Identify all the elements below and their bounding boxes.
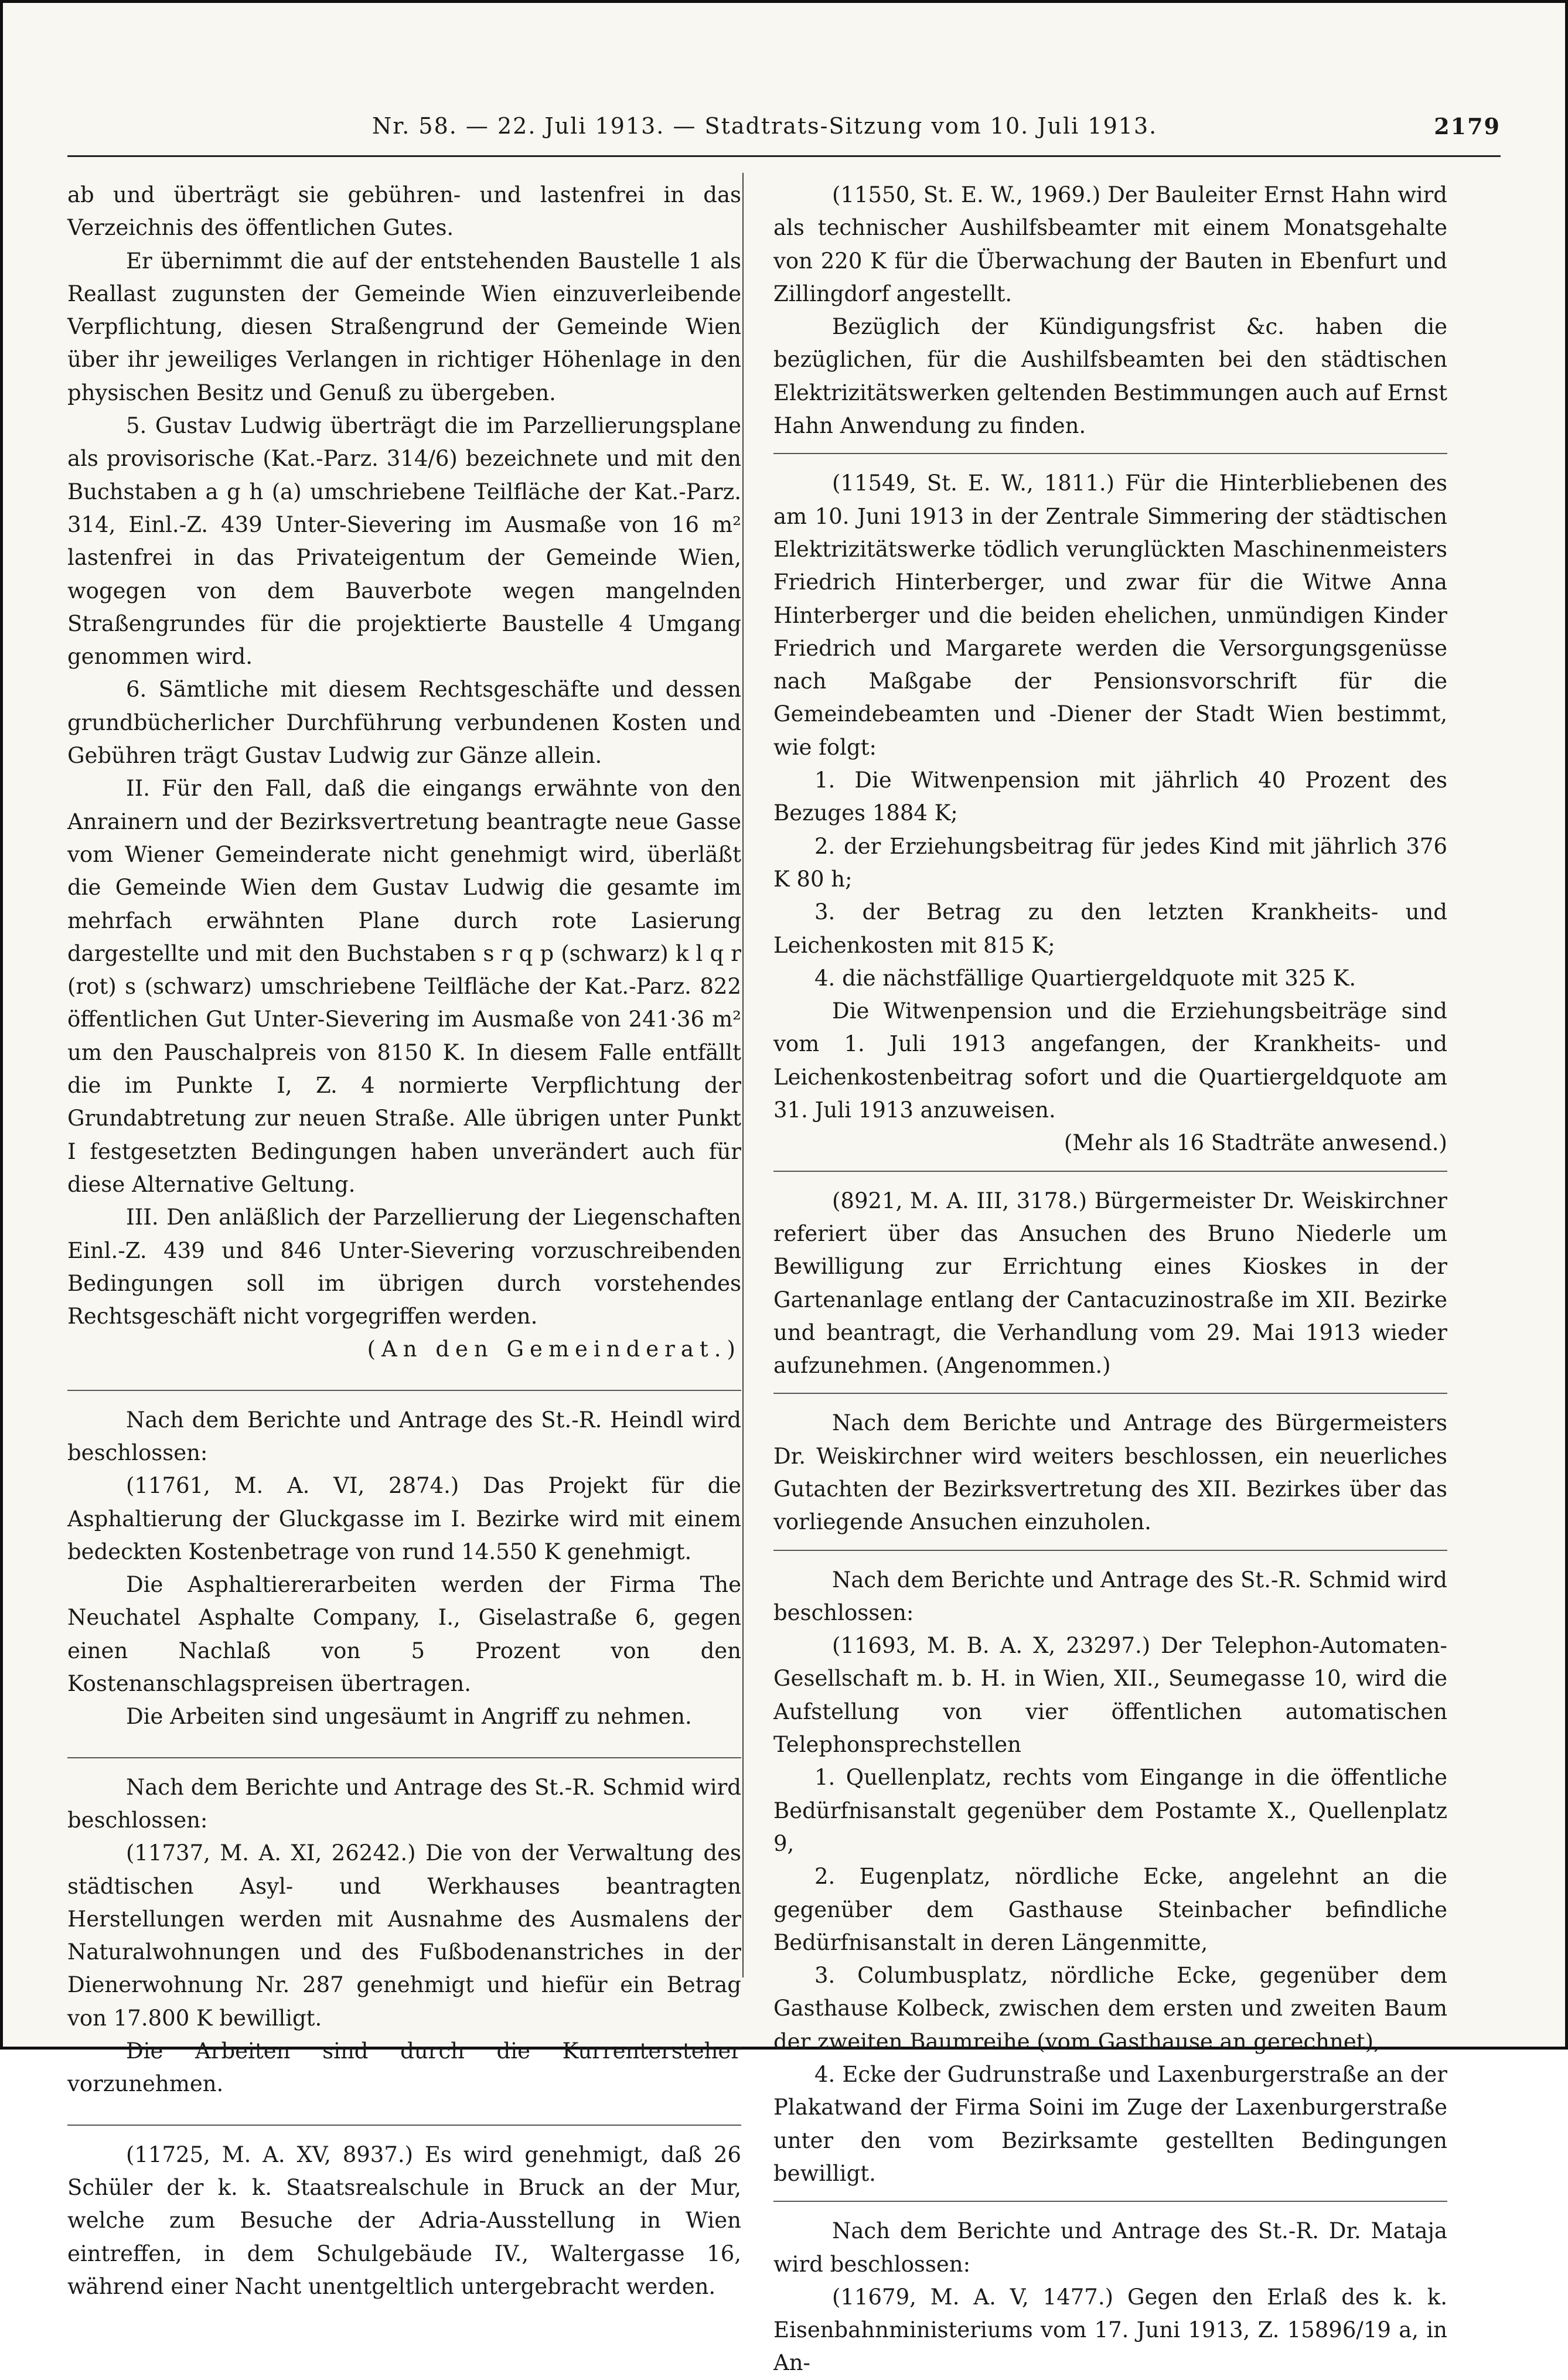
paragraph: (11761, M. A. VI, 2874.) Das Projekt für die Asphaltierung der Gluckgasse im I. Bezirke wird mit einem bedeckten Kostenbetrage von rund 14.550 K genehmigt. <box>67 1473 741 1564</box>
list-item: 3. der Betrag zu den letzten Krankheits- und Leichenkosten mit 815 K; <box>773 899 1447 958</box>
list-item: 2. Eugenplatz, nördliche Ecke, angelehnt an die gegenüber dem Gasthause Steinbacher befindliche Bedürfnisanstalt in deren Längenmitte, <box>773 1864 1447 1955</box>
paragraph: (11693, M. B. A. X, 23297.) Der Telephon-Automaten-Gesellschaft m. b. H. in Wien, XII., Seumegasse 10, wird die Aufstellung von vier öffentlichen automatischen Telephonsprechstellen <box>773 1633 1447 1758</box>
column-divider <box>742 173 744 1977</box>
section-rule <box>773 1550 1447 1551</box>
paragraph: (11725, M. A. XV, 8937.) Es wird genehmigt, daß 26 Schüler der k. k. Staatsrealschule in Bruck an der Mur, welche zum Besuche der Adria-Ausstellung in Wien eintreffen, in dem Schulgebäude IV., Waltergasse 16, während einer Nacht unentgeltlich untergebracht werden. <box>67 2142 741 2299</box>
list-item: 1. Quellenplatz, rechts vom Eingange in die öffentliche Bedürfnisanstalt gegenüber dem Postamte X., Quellenplatz 9, <box>773 1765 1447 1856</box>
paragraph: (11549, St. E. W., 1811.) Für die Hinterbliebenen des am 10. Juni 1913 in der Zentrale Simmering der städtischen Elektrizitätswerke tödlich verunglückten Maschinenmeisters Friedrich Hinterberger, und zwar für die Witwe Anna Hinterberger und die beiden ehelichen, unmündigen Kinder Friedrich und Margarete werden die Versorgungsgenüsse nach Maßgabe der Pensionsvorschrift für die Gemeindebeamten und -Diener der Stadt Wien bestimmt, wie folgt: <box>773 470 1447 760</box>
paragraph: Die Arbeiten sind durch die Kurrentersteher vorzunehmen. <box>67 2038 741 2097</box>
paragraph: Die Arbeiten sind ungesäumt in Angriff zu nehmen. <box>126 1704 692 1730</box>
right-column <box>773 179 1447 2380</box>
section-rule <box>773 1393 1447 1394</box>
left-column <box>67 179 741 2303</box>
section-rule <box>67 1390 741 1391</box>
list-item: 3. Columbusplatz, nördliche Ecke, gegenüber dem Gasthause Kolbeck, zwischen dem ersten und zweiten Baum der zweiten Baumreihe (vom Gasthause an gerechnet), <box>773 1963 1447 2054</box>
section-intro: Nach dem Berichte und Antrage des St.-R. Schmid wird beschlossen: <box>773 1567 1447 1625</box>
list-item: 4. die nächstfällige Quartiergeldquote mit 325 K. <box>814 965 1356 991</box>
section-rule <box>67 2125 741 2126</box>
section-rule <box>67 1757 741 1758</box>
paragraph: (11550, St. E. W., 1969.) Der Bauleiter Ernst Hahn wird als technischer Aushilfsbeamter mit einem Monatsgehalte von 220 K für die Überwachung der Bauten in Ebenfurt und Zillingdorf angestellt. <box>773 182 1447 306</box>
section-intro: Nach dem Berichte und Antrage des St.-R. Schmid wird beschlossen: <box>67 1774 741 1833</box>
page-number: 2179 <box>1434 113 1501 139</box>
paragraph: III. Den anläßlich der Parzellierung der Liegenschaften Einl.-Z. 439 und 846 Unter-Sievering vorzuschreibenden Bedingungen soll im übrigen durch vorstehendes Rechtsgeschäft nicht vorgegriffen werden. <box>67 1205 741 1329</box>
list-item: 1. Die Witwenpension mit jährlich 40 Prozent des Bezuges 1884 K; <box>773 768 1447 826</box>
paragraph: 6. Sämtliche mit diesem Rechtsgeschäfte und dessen grundbücherlicher Durchführung verbundenen Kosten und Gebühren trägt Gustav Ludwig zur Gänze allein. <box>67 677 741 769</box>
paragraph: (8921, M. A. III, 3178.) Bürgermeister Dr. Weiskirchner referiert über das Ansuchen des Bruno Niederle um Bewilligung zur Errichtung eines Kioskes in der Gartenanlage entlang der Cantacuzinostraße im XII. Bezirke und beantragt, die Verhandlung vom 29. Mai 1913 wieder aufzunehmen. (Angenommen.) <box>773 1188 1447 1379</box>
section-rule <box>773 2201 1447 2202</box>
attendance-note: (Mehr als 16 Stadträte anwesend.) <box>1063 1130 1447 1156</box>
paragraph: (11737, M. A. XI, 26242.) Die von der Verwaltung des städtischen Asyl- und Werkhauses beantragten Herstellungen werden mit Ausnahme des Ausmalens der Naturalwohnungen und des Fußbodenanstriches in der Dienerwohnung Nr. 287 genehmigt und hiefür ein Betrag von 17.800 K bewilligt. <box>67 1840 741 2031</box>
paragraph: (11679, M. A. V, 1477.) Gegen den Erlaß des k. k. Eisenbahnministeriums vom 17. Juni 1913, Z. 15896/19 a, in An- <box>773 2284 1447 2376</box>
page-header <box>67 107 1501 152</box>
section-intro: Nach dem Berichte und Antrage des St.-R. Heindl wird beschlossen: <box>67 1407 741 1465</box>
paragraph: Die Witwenpension und die Erziehungsbeiträge sind vom 1. Juli 1913 angefangen, der Krankheits- und Leichenkostenbeitrag sofort und die Quartiergeldquote am 31. Juli 1913 anzuweisen. <box>773 998 1447 1123</box>
list-item: 4. Ecke der Gudrunstraße und Laxenburgerstraße an der Plakatwand der Firma Soini im Zuge der Laxenburgerstraße unter den vom Bezirksamte gestellten Bedingungen bewilligt. <box>773 2062 1447 2186</box>
section-intro: Nach dem Berichte und Antrage des St.-R. Dr. Mataja wird beschlossen: <box>773 2218 1447 2277</box>
paragraph: Er übernimmt die auf der entstehenden Baustelle 1 als Reallast zugunsten der Gemeinde Wien einzuverleibende Verpflichtung, diesen Straßengrund der Gemeinde Wien über ihr jeweiliges Verlangen in richtiger Höhenlage in den physischen Besitz und Genuß zu übergeben. <box>67 248 741 405</box>
list-item: 2. der Erziehungsbeitrag für jedes Kind mit jährlich 376 K 80 h; <box>773 833 1447 892</box>
section-rule <box>773 453 1447 454</box>
paragraph: Bezüglich der Kündigungsfrist &c. haben die bezüglichen, für die Aushilfsbeamten bei den städtischen Elektrizitätswerken geltenden Bestimmungen auch auf Ernst Hahn Anwendung zu finden. <box>773 314 1447 439</box>
header-rule <box>67 155 1501 157</box>
paragraph: Die Asphaltiererarbeiten werden der Firma The Neuchatel Asphalte Company, I., Giselastraße 6, gegen einen Nachlaß von 5 Prozent von den Kostenanschlagspreisen übertragen. <box>67 1572 741 1697</box>
paragraph: 5. Gustav Ludwig überträgt die im Parzellierungsplane als provisorische (Kat.-Parz. 314/6) bezeichnete und mit den Buchstaben a g h (a) umschriebene Teilfläche der Kat.-Parz. 314, Einl.-Z. 439 Unter-Sievering im Ausmaße von 16 m² lastenfrei in das Privateigentum der Gemeinde Wien, wogegen von dem Bauverbote wegen mangelnden Straßengrundes für die projektierte Baustelle 4 Umgang genommen wird. <box>67 413 741 670</box>
paragraph: ab und überträgt sie gebühren- und lastenfrei in das Verzeichnis des öffentlichen Gutes. <box>67 182 741 241</box>
decision-note: (An den Gemeinderat.) <box>367 1336 741 1362</box>
header-title: Nr. 58. — 22. Juli 1913. — Stadtrats-Sitzung vom 10. Juli 1913. <box>372 113 1158 139</box>
paragraph: II. Für den Fall, daß die eingangs erwähnte von den Anrainern und der Bezirksvertretung beantragte neue Gasse vom Wiener Gemeinderate nicht genehmigt wird, überläßt die Gemeinde Wien dem Gustav Ludwig die gesamte im mehrfach erwähnten Plane durch rote Lasierung dargestellte und mit den Buchstaben s r q p (schwarz) k l q r (rot) s (schwarz) umschriebene Teilfläche der Kat.-Parz. 822 öffentlichen Gut Unter-Sievering im Ausmaße von 241·36 m² um den Pauschalpreis von 8150 K. In diesem Falle entfällt die im Punkte I, Z. 4 normierte Verpflichtung der Grundabtretung zur neuen Straße. Alle übrigen unter Punkt I festgesetzten Bedingungen haben unverändert auch für diese Alternative Geltung. <box>67 776 741 1197</box>
paragraph: Nach dem Berichte und Antrage des Bürgermeisters Dr. Weiskirchner wird weiters beschlossen, ein neuerliches Gutachten der Bezirksvertretung des XII. Bezirkes über das vorliegende Ansuchen einzuholen. <box>773 1410 1447 1535</box>
section-rule <box>773 1171 1447 1172</box>
